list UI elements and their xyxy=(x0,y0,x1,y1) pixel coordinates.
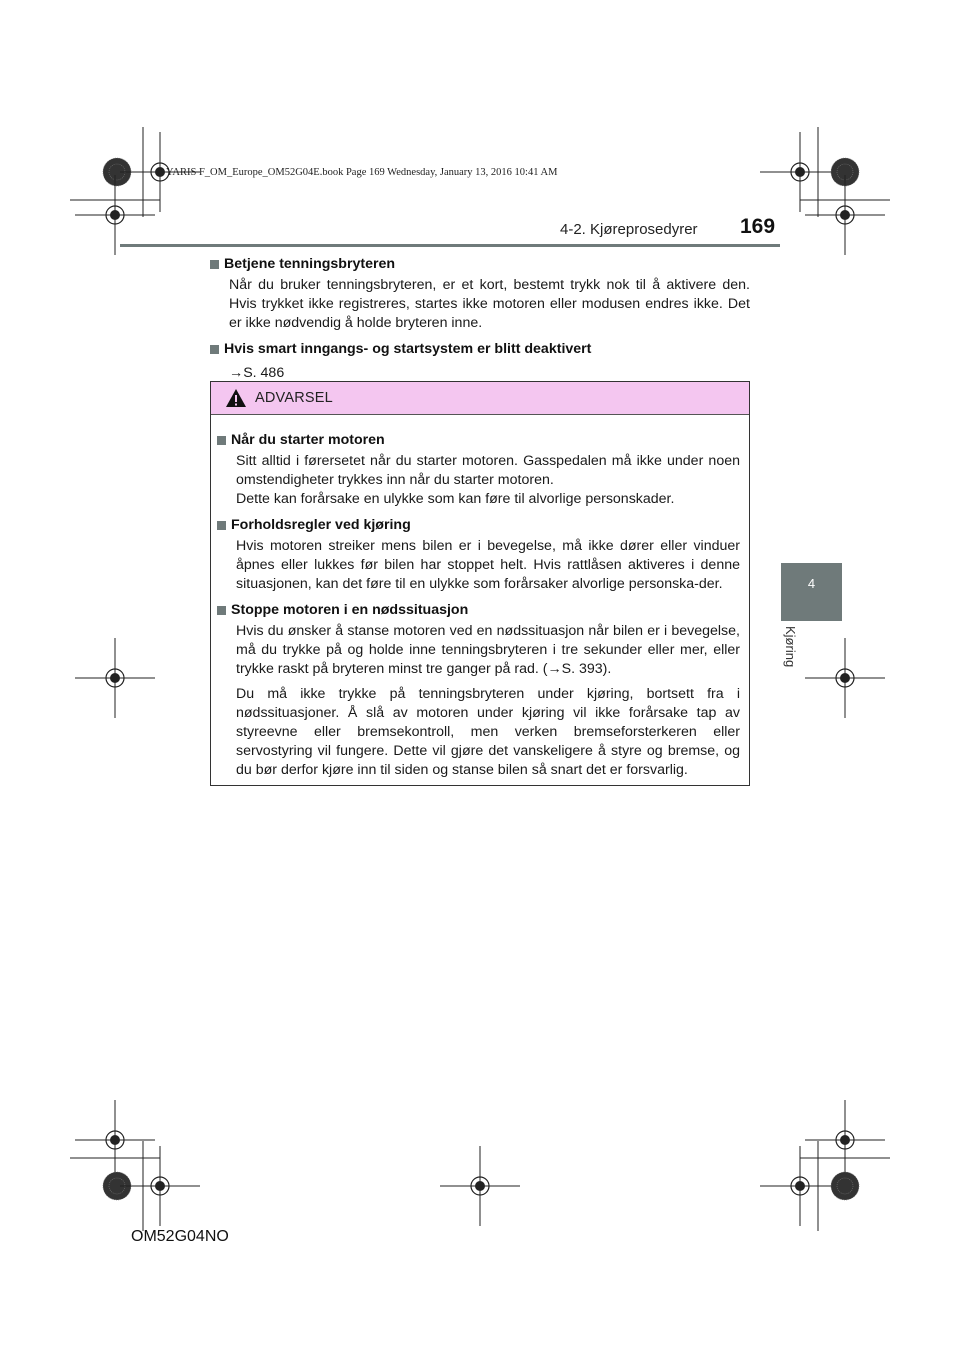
page-reference: →S. 486 xyxy=(229,365,285,381)
warning-item-text: Hvis du ønsker å stanse motoren ved en nødssituasjon når bilen er i bevegelse, må du trykke på og holde inne tenningsbryteren i tre sekunder eller mer, eller trykke raskt på bryteren minst tre ganger på rad. (→S. 393). xyxy=(236,623,740,677)
square-bullet-icon xyxy=(210,260,219,269)
warning-item-heading-text: Forholdsregler ved kjøring xyxy=(231,517,411,533)
warning-header xyxy=(211,382,749,415)
section-heading-text: Hvis smart inngangs- og startsystem er blitt deaktivert xyxy=(224,341,592,357)
section-heading xyxy=(210,254,750,274)
square-bullet-icon xyxy=(217,521,226,530)
square-bullet-icon xyxy=(217,606,226,615)
chapter-number: 4 xyxy=(807,576,816,591)
warning-item-heading-text: Når du starter motoren xyxy=(231,432,385,448)
warning-item-text: Sitt alltid i førersetet når du starter motoren. Gasspedalen må ikke under noen omstendigheter trykkes inn når du starter motoren. xyxy=(236,453,740,488)
warning-item-heading xyxy=(217,430,740,450)
warning-item-text: Hvis motoren streiker mens bilen er i bevegelse, må ikke dører eller vinduer åpnes eller lukkes før bilen har stoppet helt. Hvis rattlåsen aktiveres i denne situasjonen, kan det føre til en ulykke som forårsaker alvorlige personska-der. xyxy=(236,538,740,592)
chapter-label xyxy=(780,622,804,682)
book-info: YARIS F_OM_Europe_OM52G04E.book Page 169 Wednesday, January 13, 2016 10:41 AM xyxy=(166,167,558,178)
header-rule xyxy=(120,244,780,247)
section-title: 4-2. Kjøreprosedyrer xyxy=(560,221,698,238)
chapter-label-text: Kjøring xyxy=(783,626,798,668)
warning-item-text: Dette kan forårsake en ulykke som kan føre til alvorlige personskader. xyxy=(236,491,675,507)
square-bullet-icon xyxy=(217,436,226,445)
section-text: Når du bruker tenningsbryteren, er et kort, bestemt trykk nok til å aktivere den. Hvis trykket ikke registreres, startes ikke motoren eller modusen endres ikke. Det er ikke nødvendig å holde bryteren inne. xyxy=(229,277,750,331)
main-content xyxy=(210,250,750,383)
warning-label: ADVARSEL xyxy=(255,390,333,406)
page-number: 169 xyxy=(740,215,776,238)
warning-item-text: Du må ikke trykke på tenningsbryteren under kjøring, bortsett fra i nødssituasjoner. Å slå av motoren under kjøring vil ikke forårsake tap av styreevne eller bremsekontroll, men verken bremseforsterkeren eller servostyring vil fungere. Dette vil gjøre det vanskeligere å styre og bremse, og du bør derfor kjøre inn til siden og stanse bilen så snart det er forsvarlig. xyxy=(236,686,740,778)
warning-triangle-icon xyxy=(225,388,247,408)
document-code: OM52G04NO xyxy=(131,1228,229,1245)
warning-box xyxy=(210,381,750,786)
warning-item-heading xyxy=(217,600,740,620)
chapter-tab xyxy=(781,563,842,621)
section-heading-text: Betjene tenningsbryteren xyxy=(224,256,396,272)
warning-body xyxy=(211,415,749,780)
warning-item-heading xyxy=(217,515,740,535)
warning-item-heading-text: Stoppe motoren i en nødssituasjon xyxy=(231,602,469,618)
square-bullet-icon xyxy=(210,345,219,354)
section-heading xyxy=(210,339,750,359)
